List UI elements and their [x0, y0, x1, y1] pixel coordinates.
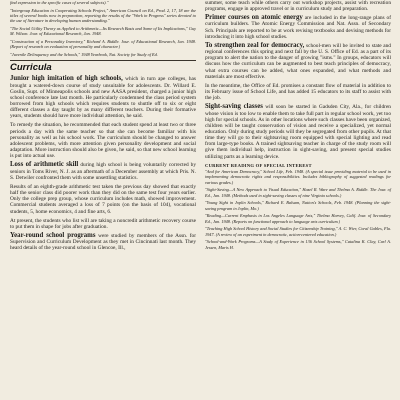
article-paragraph — [10, 184, 196, 215]
reading-item: "Reading—Current Emphasis in Los Angeles Language Arts," Thelma Harvey, Calif. Jour. of Secondary Ed., Jan. 1948. (Reports on functional approach to language arts curriculum.) — [205, 213, 391, 224]
article-text: were studied by members of the Assn. for Supervision and Curriculum Development as they met in Cincinnati last month. They heard details of the year-round school in Glencoe, Ill., — [10, 232, 196, 252]
article-paragraph — [205, 83, 391, 101]
article-text: which in turn ape colleges, has brought a watered-down course of study unsuitable for adolescents. Dr. Willard E. Goslin, Supt. of Minneapolis schools and new AASA president, charged a junior high school conference late last month. He particularly condemned the class period system borrowed from high schools which requires students to shuttle off to six or eight different classes a day taught by as many different teachers. During their formative years, students should have more individual attention, he said. — [10, 76, 196, 120]
article-text: will soon be started in Gadsden City, Ala., for children whose vision is too low to enable them to take full part in regular school work, yet too high for special schools. As in other locations where such classes have been organized, children will be taught conservation of vision and receive a specialized, yet normal education. Only during study periods will they be segregated from other pupils. At that time they will go to their sightsaving room equipped with special lighting and read from large-type books. A trained sightsaving teacher in charge of the study room will give them individual help, instruction in sight-saving, and present special studies utilizing parts as a learning device. — [205, 104, 391, 160]
article-paragraph — [205, 104, 391, 159]
reference-item: "Intergroup Education in Cooperating Schools Project," American Council on Ed., Prod. 2, 17, 18 are the titles of several books now in preparation, reporting the results of the "Work in Progress" series devoted to the use of literature in developing human understanding." — [10, 7, 196, 24]
article-text: school-men will be invited to state and regional conferences this spring and next fall by the U. S. Office of Ed. as a part of its program to alert the nation to the danger of growing "isms." In groups, educators will discuss how the curriculum can be augmented to best teach principles of democracy, what extra courses can be added, what ones expanded, and what methods and materials are most effective. — [205, 42, 391, 80]
reference-item: "Juvenile Delinquency and the Schools," 1948 Yearbook, Nat. Society for Study of Ed. — [10, 52, 158, 57]
top-references — [10, 0, 196, 57]
article-text: are included in the long-range plans of curriculum builders. The Atomic Energy Commission and Nat. Assn. of Secondary Sch. Principals are reported to be at work revising textbooks and devising methods for introducing it into high school studies. — [205, 15, 391, 40]
article-paragraph — [10, 162, 196, 180]
reading-item: "And for American Democracy," School Life, Feb. 1948. (A special issue providing material to be used in implementing democratic rights and responsibilities. Includes bibliography of suggested readings for various grades.) — [205, 169, 391, 185]
article-text: Results of an eighth-grade arithmetic test taken the previous day showed that exactly half the senior class did poorer work than they did on the same test four years earlier. Only the college prep group, whose curriculum includes math, showed improvement. Commercial students averaged a loss of 7 points (on the basis of 104), vocational students, 5, home economics, 4 and fine arts, 6. — [10, 183, 196, 215]
article-paragraph — [10, 122, 196, 159]
current-reading-list — [205, 169, 391, 250]
article-text: To remedy the situation, he recommended that each student spend at least two or three periods a day with the same teacher so that she can become familiar with his personality as well as his school work. The curriculum should be changed to answer adolescent problems, with more attention given personality development and social adaptation. More instruction should also be given, he said, so that new school learning is put into actual use. — [10, 122, 196, 160]
article-text: during high school is being voluntarily corrected by seniors in Toms River, N. J. as an aftermath of a December assembly at which Pris. N. S. Detwiler confronted them with some unsettling statistics. — [10, 162, 197, 181]
reading-item: "Sight-Saving—A New Approach to Visual Education," Hazel R. Ware and Thelma A. Riddle. The Jour. of Ed., Jan. 1948. (Methods used in sight-saving classes of nine Virginia schools.) — [205, 187, 391, 198]
reference-item: "The Social Utility Theory as Applied to Arithmetic—Its Research Basis and Some of Its Implications," Guy M. Wilson. Jour. of Educational Research, Jan. 1948. — [10, 26, 196, 37]
right-column — [205, 0, 391, 252]
section-divider — [10, 60, 196, 61]
article-paragraph — [10, 218, 196, 230]
article-text: In the meantime, the Office of Ed. promises a constant flow of material in addition to its February issue of School Life, and has added 15 educators to its staff to assist with the job. — [205, 82, 391, 102]
article-lead: Primer courses on atomic energy — [205, 14, 303, 22]
article-text: At present, the students who list will are taking a noncredit arithmetic recovery course to put them in shape for jobs after graduation. — [10, 217, 196, 230]
continued-text: summer, some teach while others carry out workshop projects, assist with recreation programs, engage in approved travel or in curriculum study and preparation. — [205, 0, 391, 13]
article-lead: Year-round school programs — [10, 231, 96, 239]
article-lead: Sight-saving classes — [205, 103, 263, 111]
section-title: Curricula — [10, 62, 52, 74]
reading-item: "Teaching High School History and Social Studies for Citizenship Training," A. C. Wier, Coral Gables, Fla. 1947. (A review of an experiment in democratic, action-centered education.) — [205, 226, 391, 237]
article-lead: Junior high imitation of high schools, — [10, 75, 123, 83]
article-paragraph — [205, 43, 391, 80]
reference-item: "Construction of a Personality Inventory," Richard A. Biddle. Jour. of Educational Research, Jan. 1948. (Report of research on evaluation of personality and character.) — [10, 39, 196, 50]
article-paragraph — [205, 15, 391, 40]
left-column — [10, 0, 196, 254]
left-articles — [10, 76, 196, 251]
reading-item: "School-and-Work Programs—A Study of Experience in 136 School Systems," Catalina K. Clay, Carl A. Jessen, Maris H. — [205, 239, 391, 250]
article-lead: Loss of arithmetic skill — [10, 161, 79, 169]
article-lead: To strengthen zeal for democracy, — [205, 41, 305, 49]
reading-item: "Young Sight in Joplin Schools," Richard E. Balsam, Nation's Schools, Feb. 1948. (Planning the sight-saving program in Joplin, Mo.) — [205, 200, 391, 211]
right-articles — [205, 15, 391, 159]
current-reading-heading: CURRENT READING OF SPECIAL INTEREST — [205, 162, 312, 168]
reference-item: find expression in the specific cases of several subjects)." — [10, 0, 109, 5]
article-paragraph — [10, 233, 196, 251]
article-paragraph — [10, 76, 196, 119]
